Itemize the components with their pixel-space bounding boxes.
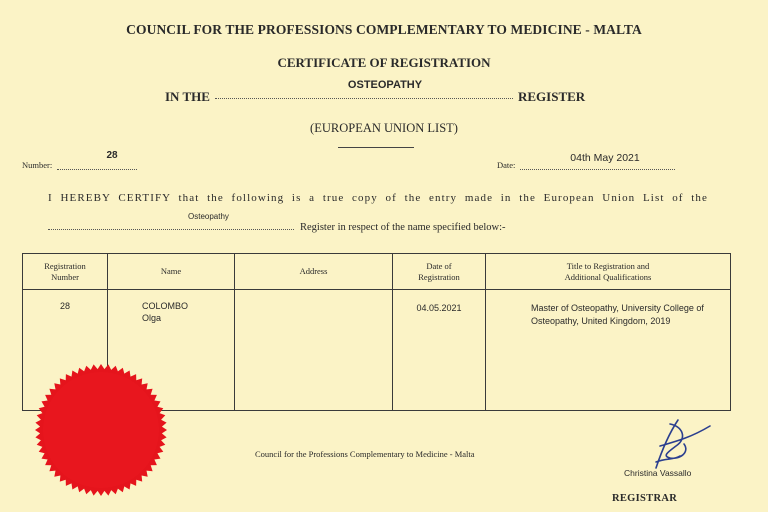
table-header-row bbox=[23, 254, 731, 290]
signatory-name: Christina Vassallo bbox=[624, 468, 692, 478]
row-surname: COLOMBO bbox=[142, 301, 189, 311]
row-registration-number: 28 bbox=[23, 290, 108, 411]
council-title: COUNCIL FOR THE PROFESSIONS COMPLEMENTARY TO MEDICINE - MALTA bbox=[126, 22, 642, 37]
certificate-title: CERTIFICATE OF REGISTRATION bbox=[277, 55, 491, 70]
register-name-dotted-line bbox=[215, 97, 513, 99]
row-address bbox=[235, 290, 393, 411]
register-label: REGISTER bbox=[518, 89, 586, 104]
signature-icon bbox=[640, 416, 720, 474]
header-date-of-registration: Date of Registration bbox=[393, 254, 486, 290]
header-registration-number: Registration Number bbox=[23, 254, 108, 290]
in-the-label: IN THE bbox=[165, 89, 210, 104]
red-wax-seal-icon bbox=[34, 363, 168, 497]
certificate-date-value: 04th May 2021 bbox=[570, 152, 640, 164]
certificate-date-label: Date: bbox=[497, 160, 516, 170]
date-dotted-line bbox=[520, 169, 675, 170]
row-title-qualifications: Master of Osteopathy, University College of Osteopathy, United Kingdom, 2019 bbox=[486, 290, 731, 411]
certificate-number-label: Number: bbox=[22, 160, 53, 170]
number-dotted-line bbox=[57, 169, 137, 170]
row-date-of-registration: 04.05.2021 bbox=[393, 290, 486, 411]
register-name-heading: OSTEOPATHY bbox=[347, 79, 423, 91]
row-first-name: Olga bbox=[142, 313, 162, 323]
certify-statement: I HEREBY CERTIFY that the following is a true copy of the entry made in the European Union List of the bbox=[48, 192, 708, 204]
divider-rule bbox=[338, 147, 414, 148]
header-name: Name bbox=[108, 254, 235, 290]
certificate-number-value: 28 bbox=[106, 150, 118, 161]
council-footer: Council for the Professions Complementary to Medicine - Malta bbox=[255, 449, 475, 459]
header-title-qualifications: Title to Registration and Additional Qualifications bbox=[486, 254, 731, 290]
certify-register-name: Osteopathy bbox=[188, 212, 229, 221]
certify-dotted-line bbox=[48, 229, 294, 230]
list-name: (EUROPEAN UNION LIST) bbox=[310, 121, 458, 135]
certify-continuation: Register in respect of the name specified below:- bbox=[300, 222, 506, 233]
header-address: Address bbox=[235, 254, 393, 290]
registrar-title: REGISTRAR bbox=[612, 493, 678, 504]
